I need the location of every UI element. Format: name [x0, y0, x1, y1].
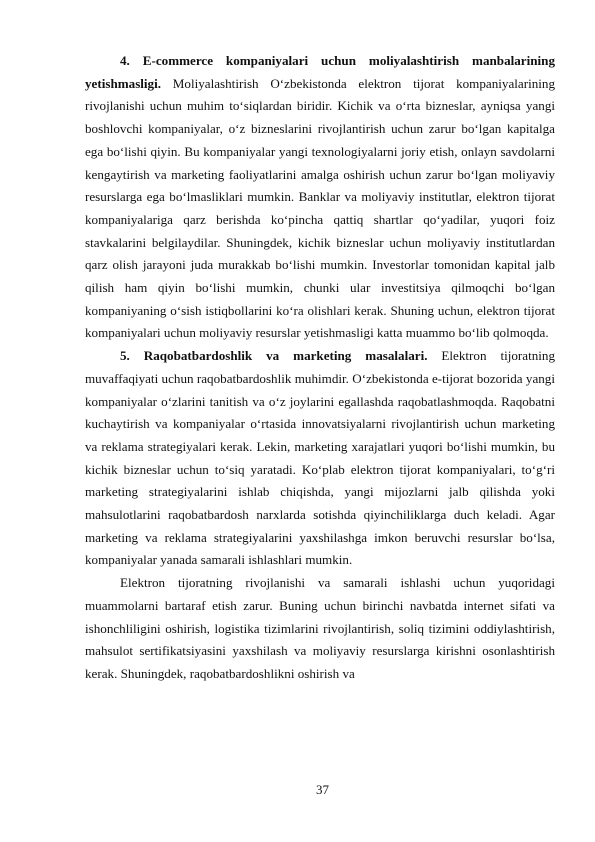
- page-number: 37: [316, 782, 329, 797]
- paragraph-financing: [85, 50, 555, 345]
- paragraph-conclusion-text: Elektron tijoratning rivojlanishi va samarali ishlashi uchun yuqoridagi muammolarni bartaraf etish zarur. Buning uchun birinchi navbatda internet sifati va ishonchliligini oshirish, logistika tizimlarini rivojlantirish, soliq tizimini oddiylashtirish, mahsulot sertifikatsiyasini yaxshilash va moliyaviy resurslarga kirishni osonlashtirish kerak. Shuningdek, raqobatbardoshlikni oshirish va: [85, 575, 555, 681]
- heading-competition: 5. Raqobatbardoshlik va marketing masalalari.: [120, 348, 428, 364]
- paragraph-conclusion: [85, 572, 555, 686]
- document-body: [85, 50, 555, 686]
- paragraph-competition: [85, 345, 555, 572]
- heading-financing: 4. E-commerce kompaniyalari uchun moliyalashtirish manbalarining yetishmasligi.: [85, 53, 555, 91]
- paragraph-financing-text: Moliyalashtirish O‘zbekistonda elektron tijorat kompaniyalarining rivojlanishi uchun muhim to‘siqlardan biridir. Kichik va o‘rta bizneslar, ayniqsa yangi boshlovchi kompaniyalar, o‘z bizneslarini rivojlantirish uchun zarur bo‘lgan kapitalga ega bo‘lishi qiyin. Bu kompaniyalar yangi texnologiyalarni joriy etish, onlayn savdolarni kengaytirish va marketing faoliyatlarini amalga oshirish uchun zarur bo‘lgan moliyaviy resurslarga ega bo‘lmasliklari mumkin. Banklar va moliyaviy institutlar, elektron tijorat kompaniyalariga qarz berishda ko‘pincha qattiq shartlar qo‘yadilar, yuqori foiz stavkalarini belgilaydilar. Shuningdek, kichik bizneslar uchun moliyaviy institutlardan qarz olish jarayoni juda murakkab bo‘lishi mumkin. Investorlar tomonidan kapital jalb qilish ham qiyin bo‘lishi mumkin, chunki ular investitsiya qilmoqchi bo‘lgan kompaniyaning o‘sish istiqbollarini ko‘ra olishlari kerak. Shuning uchun, elektron tijorat kompaniyalari uchun moliyaviy resurslar yetishmasligi katta muammo bo‘lib qolmoqda.: [85, 75, 555, 341]
- paragraph-competition-text: Elektron tijoratning muvaffaqiyati uchun raqobatbardoshlik muhimdir. O‘zbekistonda e-tijorat bozorida yangi kompaniyalar o‘zlarini tanitish va o‘z joylarini egallashda raqobatlashmoqda. Raqobatni kuchaytirish va kompaniyalar o‘rtasida innovatsiyalarni rivojlantirish uchun marketing va reklama strategiyalari kerak. Lekin, marketing xarajatlari yuqori bo‘lishi mumkin, bu kichik bizneslar uchun to‘siq yaratadi. Ko‘plab elektron tijorat kompaniyalari, to‘g‘ri marketing strategiyalarini ishlab chiqishda, yangi mijozlarni jalb qilishda yoki mahsulotlarini raqobatbardosh narxlarda sotishda qiyinchiliklarga duch keladi. Agar marketing va reklama strategiyalarini yaxshilashga imkon beruvchi resurslar bo‘lsa, kompaniyalar yanada samarali ishlashlari mumkin.: [85, 348, 555, 568]
